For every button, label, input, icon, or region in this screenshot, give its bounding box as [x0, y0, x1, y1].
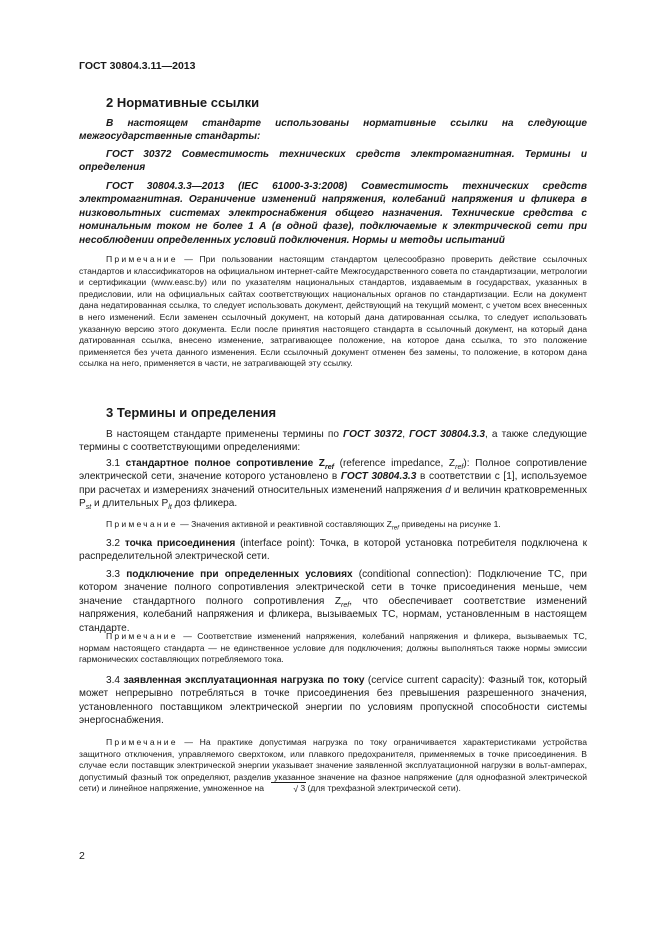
note-3-1: Примечание — Значения активной и реактивной составляющих $Z_{ref}$ приведены на рисунке 1.	[106, 519, 501, 532]
section-2-title: 2 Нормативные ссылки	[106, 95, 260, 110]
term-3-2: 3.2 точка присоединения (interface point): Точка, в которой установка потребителя подключена к распределительной электрической сети.	[79, 538, 587, 563]
normative-reference-1: ГОСТ 30372 Совместимость технических средств электромагнитная. Термины и определения	[79, 149, 587, 174]
note-text: — При пользовании настоящим стандартом целесообразно проверить действие ссылочных стандартов и классификаторов на официальном интернет-сайте Межгосударственного совета по стандартизации, метрологии и сертификации (www.easc.by) или по указателям национальных стандартов, издаваемым в государствах, указанных в предисловии, или на официальных сайтах соответствующих национальных органов по стандартизации. Если на документ дана недатированная ссылка, то следует использовать документ, действующий на текущий момент, с учетом всех внесенных в него изменений. Если заменен ссылочный документ, на который дана датированная ссылка, то следует использовать указанную версию этого документа. Если после принятия настоящего стандарта в ссылочный документ, на который дана датированная ссылка, внесено изменение, затрагивающее положение, на которое дана ссылка, то это положение применяется без учета данного изменения. Если ссылочный документ отменен без замены, то положение, в котором дана ссылка на него, применяется в части, не затрагивающей эту ссылку.	[79, 254, 587, 369]
section-3-title: 3 Термины и определения	[106, 405, 277, 420]
normative-reference-2: ГОСТ 30804.3.3—2013 (IEC 61000-3-3:2008) Совместимость технических средств электромагнитная. Ограничение изменений напряжения, колебаний напряжения и фликера в низковольтных системах электроснабжения общего назначения. Технические средства с номинальным током не более 1 А (в одной фазе), подключаемые к электрической сети при несоблюдении определенных условий подключения. Нормы и методы испытаний	[79, 181, 587, 246]
note-3-3: Примечание — Соответствие изменений напряжения, колебаний напряжения и фликера, вызываемых ТС, нормам настоящего стандарта — не единственное условие для подключения; должны выполняться также нормы эмиссии гармонических составляющих потребляемого тока.	[79, 631, 587, 665]
term-3-1: 3.1 стандартное полное сопротивление $Z_{ref}$ (reference impedance, $Z_{ref}$): Полное сопротивление электрической сети, значение которого установлено в ГОСТ 30804.3.3 в соответствии с [1], используемое при расчетах и измерениях значений относительных изменений напряжения d и величин кратковременных $P_{st}$ и длительных $P_{lt}$ доз фликера.	[79, 458, 587, 512]
note-3-4: Примечание — На практике допустимая нагрузка по току ограничивается характеристиками устройства защитного отключения, управляемого сверхтоком, или плавкого предохранителя, применяемых в точке присоединения. В случае если поставщик электрической энергии указывает значение заявленной эксплуатационной нагрузки в вольт-амперах, допустимый фазный ток определяют, разделив указанное значение на фазное напряжение (для однофазной электрической сети) и линейное напряжение, умноженное на √ 3 (для трехфазной электрической сети).	[79, 737, 587, 795]
note-label: Примечание	[106, 254, 178, 264]
section-2-note	[79, 254, 587, 370]
document-header: ГОСТ 30804.3.11—2013	[79, 60, 196, 72]
term-3-3: 3.3 подключение при определенных условиях (conditional connection): Подключение ТС, при котором значение полного сопротивления электрической сети в точке присоединения меньше, чем значение стандартного полного сопротивления $Z_{ref}$, что обеспечивает соответствие изменений напряжения, колебаний напряжения и фликера, вызываемых ТС, нормам, установленным в настоящем стандарте.	[79, 569, 587, 634]
square-root-symbol: √ 3	[266, 783, 305, 795]
section-3-intro: В настоящем стандарте применены термины по ГОСТ 30372, ГОСТ 30804.3.3, а также следующие термины с соответствующими определениями:	[79, 429, 587, 454]
page-number: 2	[79, 850, 85, 862]
section-2-intro: В настоящем стандарте использованы нормативные ссылки на следующие межгосударственные стандарты:	[79, 118, 587, 143]
term-3-4: 3.4 заявленная эксплуатационная нагрузка по току (cervice current capacity): Фазный ток, который может непрерывно потребляться в точке присоединения без превышения разрешенного значения, установленного поставщиком электрической энергии по условиям пропускной способности системы энергоснабжения.	[79, 675, 587, 727]
